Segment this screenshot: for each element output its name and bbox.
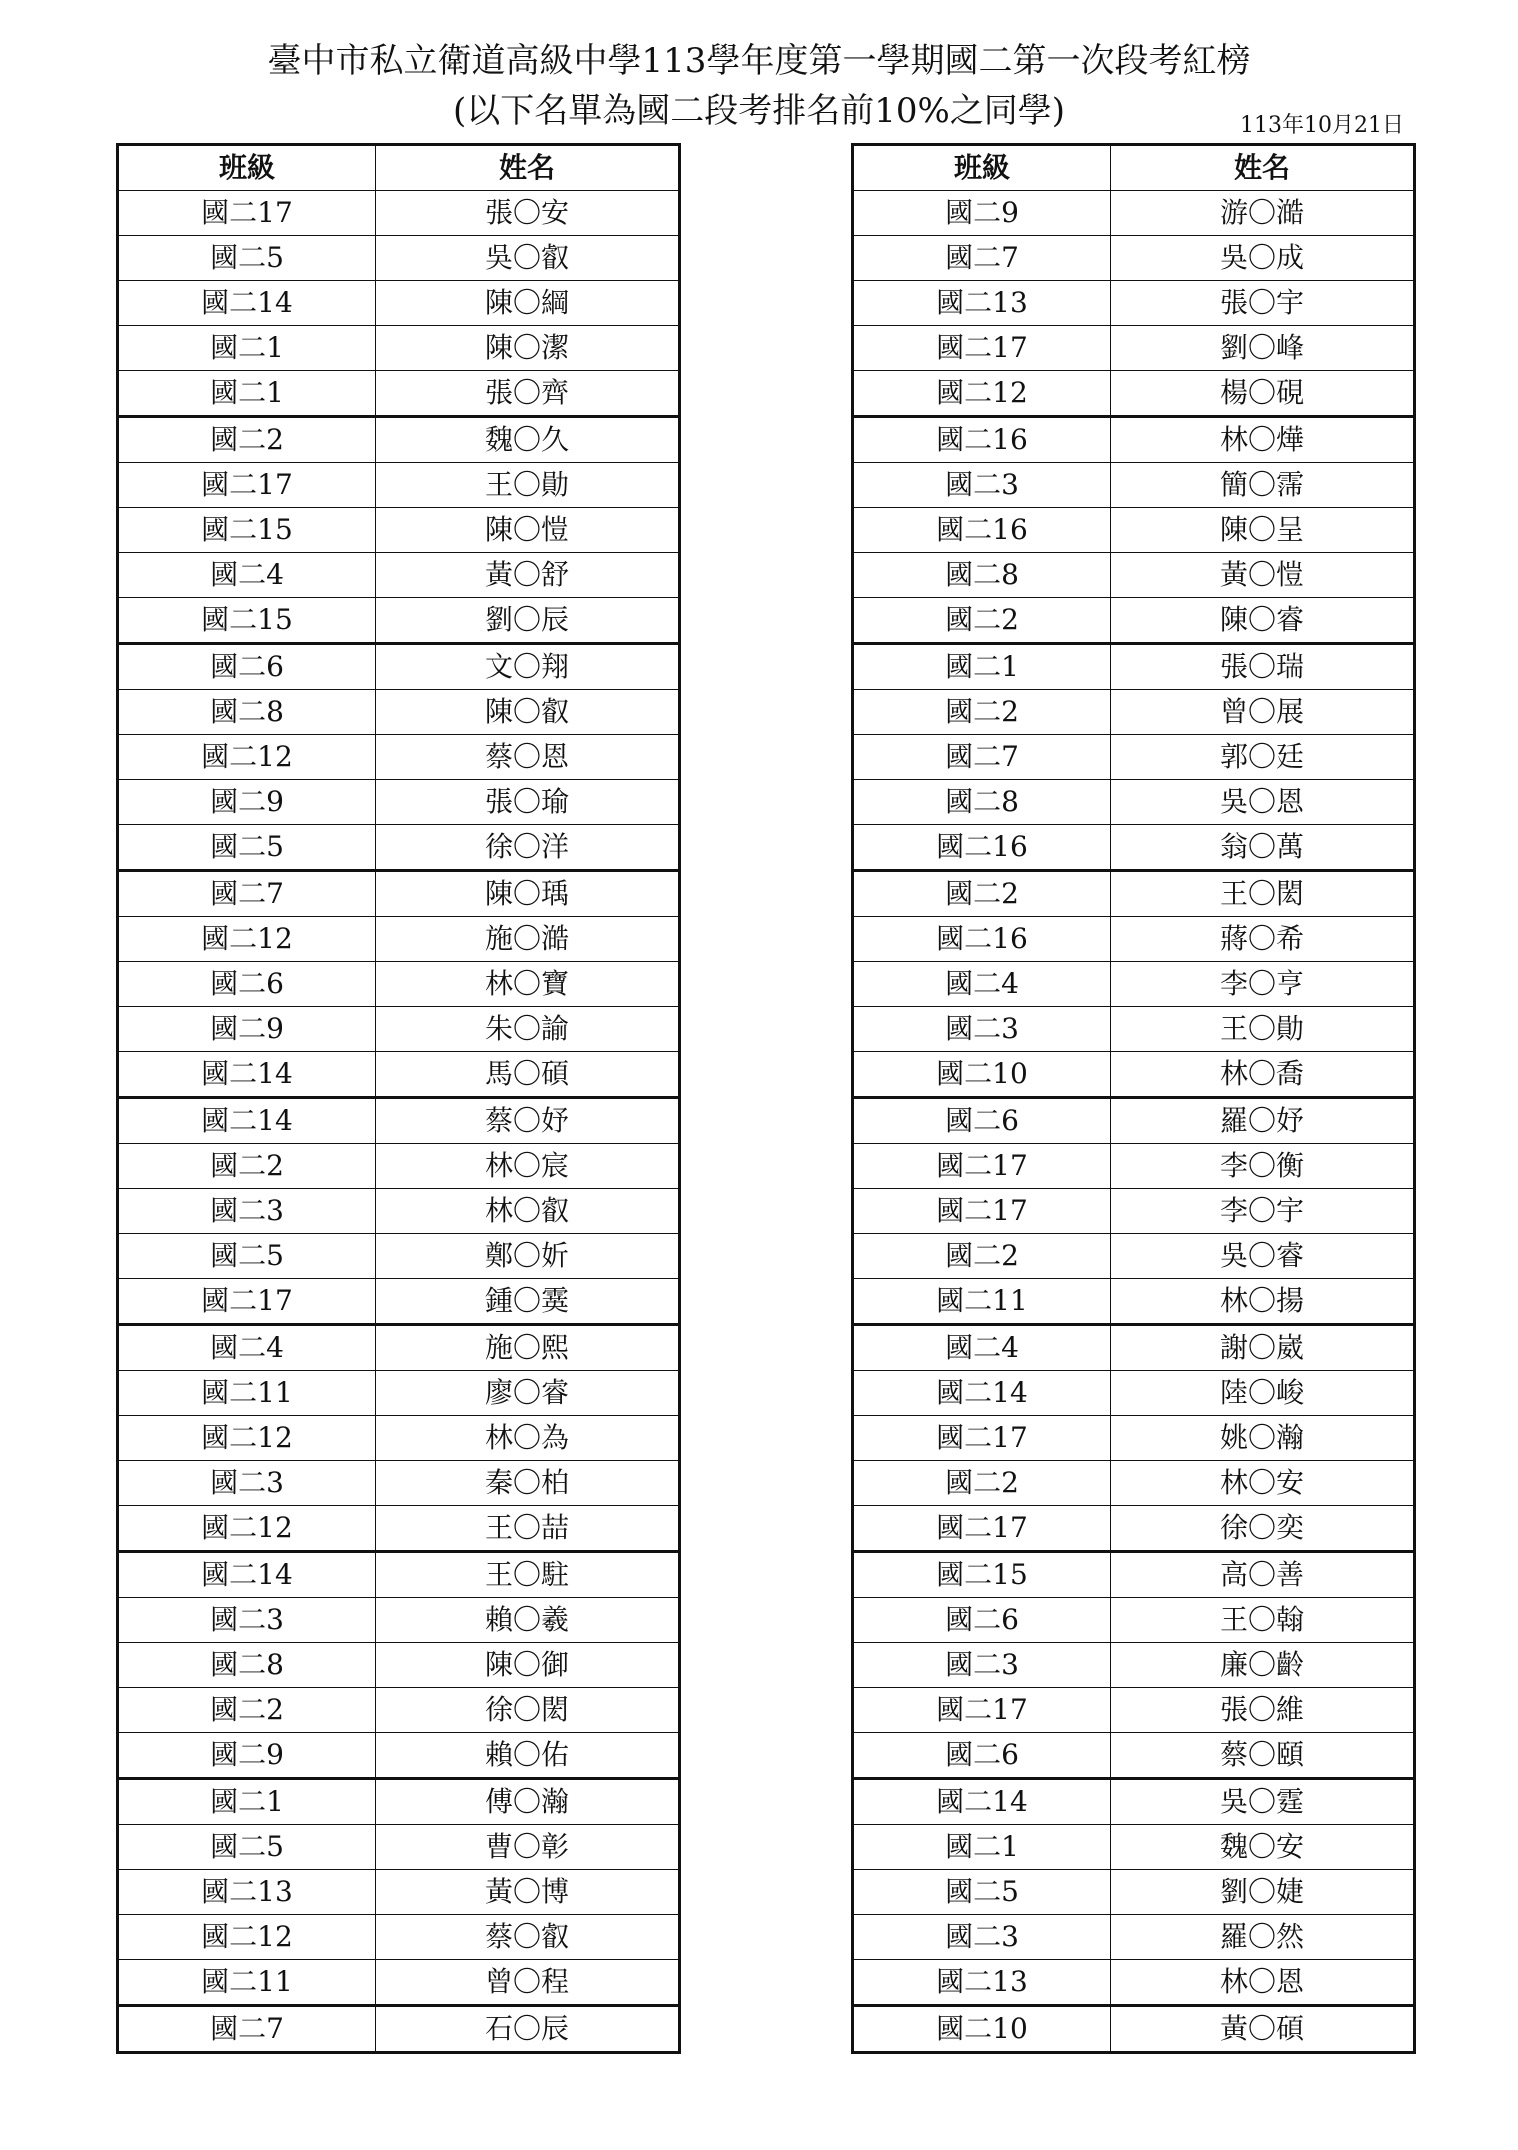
name-cell: 林〇寶: [376, 962, 680, 1007]
table-row: [118, 553, 680, 598]
class-cell: 國二15: [118, 598, 376, 644]
name-cell: 曹〇彰: [376, 1825, 680, 1870]
class-cell: 國二7: [118, 2006, 376, 2053]
class-cell: 國二3: [853, 1915, 1111, 1960]
class-cell: 國二17: [118, 463, 376, 508]
class-cell: 國二8: [118, 690, 376, 735]
class-cell: 國二5: [118, 1234, 376, 1279]
class-cell: 國二2: [118, 417, 376, 463]
class-cell: 國二5: [853, 1870, 1111, 1915]
class-cell: 國二11: [118, 1371, 376, 1416]
name-cell: 王〇勛: [1111, 1007, 1415, 1052]
class-cell: 國二17: [853, 1506, 1111, 1552]
table-row: [853, 1733, 1415, 1779]
name-cell: 劉〇婕: [1111, 1870, 1415, 1915]
name-cell: 陸〇峻: [1111, 1371, 1415, 1416]
table-row: [853, 326, 1415, 371]
class-cell: 國二13: [853, 1960, 1111, 2006]
class-cell: 國二7: [853, 236, 1111, 281]
class-cell: 國二11: [118, 1960, 376, 2006]
name-cell: 陳〇愷: [376, 508, 680, 553]
class-cell: 國二2: [853, 1461, 1111, 1506]
table-row: [118, 1007, 680, 1052]
name-cell: 郭〇廷: [1111, 735, 1415, 780]
class-cell: 國二3: [853, 1643, 1111, 1688]
table-row: [853, 1461, 1415, 1506]
name-cell: 施〇熙: [376, 1325, 680, 1371]
table-row: [118, 1144, 680, 1189]
table-row: [853, 1416, 1415, 1461]
name-cell: 魏〇久: [376, 417, 680, 463]
table-row: [118, 326, 680, 371]
name-cell: 陳〇潔: [376, 326, 680, 371]
name-cell: 施〇澔: [376, 917, 680, 962]
name-cell: 張〇瑞: [1111, 644, 1415, 690]
left-roster-body: [118, 191, 680, 2053]
class-cell: 國二17: [853, 1189, 1111, 1234]
name-cell: 黃〇博: [376, 1870, 680, 1915]
table-row: [853, 1915, 1415, 1960]
class-cell: 國二13: [853, 281, 1111, 326]
class-cell: 國二6: [853, 1098, 1111, 1144]
name-cell: 傅〇瀚: [376, 1779, 680, 1825]
name-cell: 曾〇程: [376, 1960, 680, 2006]
name-cell: 王〇翰: [1111, 1598, 1415, 1643]
table-header-row: [853, 145, 1415, 191]
name-cell: 廖〇睿: [376, 1371, 680, 1416]
table-row: [853, 1098, 1415, 1144]
class-cell: 國二13: [118, 1870, 376, 1915]
table-row: [118, 1506, 680, 1552]
table-row: [118, 508, 680, 553]
table-row: [853, 371, 1415, 417]
table-row: [853, 644, 1415, 690]
class-cell: 國二10: [853, 2006, 1111, 2053]
table-row: [853, 1960, 1415, 2006]
class-cell: 國二4: [853, 1325, 1111, 1371]
name-cell: 吳〇恩: [1111, 780, 1415, 825]
class-cell: 國二8: [853, 780, 1111, 825]
class-cell: 國二14: [853, 1779, 1111, 1825]
class-cell: 國二6: [118, 962, 376, 1007]
name-cell: 石〇辰: [376, 2006, 680, 2053]
table-row: [118, 644, 680, 690]
name-cell: 徐〇奕: [1111, 1506, 1415, 1552]
class-cell: 國二17: [853, 1416, 1111, 1461]
name-cell: 簡〇霈: [1111, 463, 1415, 508]
page-subtitle: (以下名單為國二段考排名前10%之同學): [452, 91, 1066, 131]
class-cell: 國二9: [118, 1007, 376, 1052]
name-cell: 賴〇羲: [376, 1598, 680, 1643]
name-cell: 蔡〇叡: [376, 1915, 680, 1960]
class-cell: 國二1: [118, 371, 376, 417]
name-cell: 李〇宇: [1111, 1189, 1415, 1234]
document-date: 113年10月21日: [1240, 113, 1404, 138]
name-cell: 陳〇瑀: [376, 871, 680, 917]
class-cell: 國二1: [118, 326, 376, 371]
table-row: [853, 191, 1415, 236]
name-cell: 林〇喬: [1111, 1052, 1415, 1098]
class-cell: 國二9: [118, 780, 376, 825]
name-cell: 林〇叡: [376, 1189, 680, 1234]
table-row: [118, 236, 680, 281]
name-column-header: 姓名: [1111, 145, 1415, 191]
table-row: [118, 281, 680, 326]
name-cell: 黃〇愷: [1111, 553, 1415, 598]
table-row: [853, 1643, 1415, 1688]
table-row: [118, 417, 680, 463]
class-cell: 國二17: [853, 1688, 1111, 1733]
name-cell: 林〇宸: [376, 1144, 680, 1189]
name-cell: 吳〇睿: [1111, 1234, 1415, 1279]
name-cell: 黃〇碩: [1111, 2006, 1415, 2053]
table-row: [118, 1052, 680, 1098]
name-cell: 姚〇瀚: [1111, 1416, 1415, 1461]
name-column-header: 姓名: [376, 145, 680, 191]
name-cell: 王〇勛: [376, 463, 680, 508]
name-cell: 馬〇碩: [376, 1052, 680, 1098]
table-row: [118, 1371, 680, 1416]
class-cell: 國二4: [118, 1325, 376, 1371]
table-row: [118, 917, 680, 962]
table-row: [853, 1825, 1415, 1870]
table-row: [118, 1825, 680, 1870]
class-cell: 國二12: [118, 917, 376, 962]
name-cell: 李〇亨: [1111, 962, 1415, 1007]
table-row: [118, 191, 680, 236]
class-cell: 國二15: [118, 508, 376, 553]
name-cell: 劉〇峰: [1111, 326, 1415, 371]
table-row: [853, 1552, 1415, 1598]
name-cell: 林〇為: [376, 1416, 680, 1461]
table-row: [853, 463, 1415, 508]
name-cell: 吳〇成: [1111, 236, 1415, 281]
class-cell: 國二9: [118, 1733, 376, 1779]
name-cell: 高〇善: [1111, 1552, 1415, 1598]
table-row: [853, 598, 1415, 644]
table-row: [853, 2006, 1415, 2053]
table-row: [853, 417, 1415, 463]
table-row: [118, 1733, 680, 1779]
name-cell: 張〇宇: [1111, 281, 1415, 326]
name-cell: 翁〇萬: [1111, 825, 1415, 871]
table-row: [853, 1325, 1415, 1371]
name-cell: 蔣〇希: [1111, 917, 1415, 962]
class-cell: 國二4: [118, 553, 376, 598]
name-cell: 鄭〇妡: [376, 1234, 680, 1279]
name-cell: 王〇喆: [376, 1506, 680, 1552]
class-cell: 國二3: [853, 1007, 1111, 1052]
class-cell: 國二12: [118, 1416, 376, 1461]
table-row: [853, 553, 1415, 598]
table-row: [853, 1598, 1415, 1643]
table-row: [118, 463, 680, 508]
name-cell: 羅〇然: [1111, 1915, 1415, 1960]
name-cell: 黃〇舒: [376, 553, 680, 598]
name-cell: 朱〇諭: [376, 1007, 680, 1052]
table-row: [853, 735, 1415, 780]
table-row: [853, 1189, 1415, 1234]
class-cell: 國二5: [118, 1825, 376, 1870]
table-row: [853, 962, 1415, 1007]
name-cell: 游〇澔: [1111, 191, 1415, 236]
table-row: [853, 1052, 1415, 1098]
table-row: [118, 962, 680, 1007]
table-row: [118, 1915, 680, 1960]
table-row: [118, 780, 680, 825]
name-cell: 蔡〇妤: [376, 1098, 680, 1144]
class-cell: 國二12: [118, 1915, 376, 1960]
name-cell: 陳〇御: [376, 1643, 680, 1688]
table-row: [118, 1234, 680, 1279]
class-cell: 國二17: [118, 1279, 376, 1325]
name-cell: 謝〇崴: [1111, 1325, 1415, 1371]
table-row: [853, 1506, 1415, 1552]
class-cell: 國二4: [853, 962, 1111, 1007]
table-row: [118, 1325, 680, 1371]
class-cell: 國二2: [118, 1688, 376, 1733]
name-cell: 張〇齊: [376, 371, 680, 417]
class-cell: 國二12: [118, 735, 376, 780]
class-cell: 國二3: [118, 1598, 376, 1643]
class-cell: 國二5: [118, 825, 376, 871]
table-row: [853, 1279, 1415, 1325]
name-cell: 吳〇叡: [376, 236, 680, 281]
table-row: [853, 1688, 1415, 1733]
class-cell: 國二2: [853, 871, 1111, 917]
class-cell: 國二12: [853, 371, 1111, 417]
class-cell: 國二6: [853, 1733, 1111, 1779]
table-row: [853, 1371, 1415, 1416]
class-cell: 國二14: [853, 1371, 1111, 1416]
table-row: [118, 1098, 680, 1144]
name-cell: 徐〇閎: [376, 1688, 680, 1733]
table-row: [118, 1779, 680, 1825]
table-row: [853, 1779, 1415, 1825]
class-cell: 國二2: [853, 1234, 1111, 1279]
class-cell: 國二17: [853, 1144, 1111, 1189]
class-cell: 國二2: [853, 598, 1111, 644]
name-cell: 陳〇呈: [1111, 508, 1415, 553]
name-cell: 林〇恩: [1111, 1960, 1415, 2006]
table-row: [118, 1461, 680, 1506]
name-cell: 文〇翔: [376, 644, 680, 690]
class-cell: 國二7: [853, 735, 1111, 780]
table-row: [853, 917, 1415, 962]
table-row: [118, 1688, 680, 1733]
table-row: [118, 371, 680, 417]
table-row: [853, 1234, 1415, 1279]
class-cell: 國二1: [118, 1779, 376, 1825]
name-cell: 林〇安: [1111, 1461, 1415, 1506]
class-cell: 國二8: [853, 553, 1111, 598]
name-cell: 張〇安: [376, 191, 680, 236]
name-cell: 蔡〇恩: [376, 735, 680, 780]
class-cell: 國二3: [118, 1189, 376, 1234]
table-row: [118, 1643, 680, 1688]
class-column-header: 班級: [853, 145, 1111, 191]
table-row: [118, 825, 680, 871]
name-cell: 曾〇展: [1111, 690, 1415, 735]
class-cell: 國二12: [118, 1506, 376, 1552]
table-row: [118, 871, 680, 917]
name-cell: 廉〇齡: [1111, 1643, 1415, 1688]
table-row: [853, 508, 1415, 553]
class-cell: 國二9: [853, 191, 1111, 236]
page-title: 臺中市私立衛道高級中學113學年度第一學期國二第一次段考紅榜: [267, 41, 1251, 81]
name-cell: 蔡〇頤: [1111, 1733, 1415, 1779]
name-cell: 魏〇安: [1111, 1825, 1415, 1870]
class-cell: 國二3: [853, 463, 1111, 508]
table-row: [118, 1552, 680, 1598]
table-row: [118, 1416, 680, 1461]
name-cell: 羅〇妤: [1111, 1098, 1415, 1144]
name-cell: 林〇燁: [1111, 417, 1415, 463]
name-cell: 陳〇叡: [376, 690, 680, 735]
class-cell: 國二2: [853, 690, 1111, 735]
class-cell: 國二16: [853, 508, 1111, 553]
class-cell: 國二10: [853, 1052, 1111, 1098]
class-cell: 國二7: [118, 871, 376, 917]
name-cell: 賴〇佑: [376, 1733, 680, 1779]
table-row: [118, 1189, 680, 1234]
name-cell: 陳〇綱: [376, 281, 680, 326]
table-row: [853, 1144, 1415, 1189]
class-cell: 國二14: [118, 1052, 376, 1098]
name-cell: 楊〇硯: [1111, 371, 1415, 417]
table-row: [118, 1960, 680, 2006]
class-cell: 國二14: [118, 1098, 376, 1144]
class-cell: 國二16: [853, 417, 1111, 463]
name-cell: 鍾〇霙: [376, 1279, 680, 1325]
table-row: [853, 690, 1415, 735]
right-roster-table: [851, 143, 1416, 2054]
class-cell: 國二11: [853, 1279, 1111, 1325]
name-cell: 王〇駐: [376, 1552, 680, 1598]
class-cell: 國二1: [853, 1825, 1111, 1870]
name-cell: 林〇揚: [1111, 1279, 1415, 1325]
table-row: [853, 281, 1415, 326]
class-cell: 國二6: [853, 1598, 1111, 1643]
class-cell: 國二17: [118, 191, 376, 236]
name-cell: 王〇閎: [1111, 871, 1415, 917]
class-cell: 國二2: [118, 1144, 376, 1189]
name-cell: 劉〇辰: [376, 598, 680, 644]
name-cell: 李〇衡: [1111, 1144, 1415, 1189]
class-cell: 國二16: [853, 825, 1111, 871]
table-row: [853, 871, 1415, 917]
class-cell: 國二16: [853, 917, 1111, 962]
left-roster-table: [116, 143, 681, 2054]
table-row: [118, 690, 680, 735]
table-row: [118, 1279, 680, 1325]
table-row: [853, 780, 1415, 825]
class-cell: 國二14: [118, 281, 376, 326]
class-cell: 國二14: [118, 1552, 376, 1598]
table-row: [118, 735, 680, 780]
class-column-header: 班級: [118, 145, 376, 191]
name-cell: 吳〇霆: [1111, 1779, 1415, 1825]
name-cell: 張〇瑜: [376, 780, 680, 825]
class-cell: 國二17: [853, 326, 1111, 371]
name-cell: 陳〇睿: [1111, 598, 1415, 644]
class-cell: 國二15: [853, 1552, 1111, 1598]
name-cell: 秦〇柏: [376, 1461, 680, 1506]
name-cell: 張〇維: [1111, 1688, 1415, 1733]
class-cell: 國二1: [853, 644, 1111, 690]
table-row: [118, 598, 680, 644]
class-cell: 國二5: [118, 236, 376, 281]
table-row: [118, 1598, 680, 1643]
table-row: [118, 2006, 680, 2053]
class-cell: 國二8: [118, 1643, 376, 1688]
table-row: [853, 236, 1415, 281]
class-cell: 國二6: [118, 644, 376, 690]
table-header-row: [118, 145, 680, 191]
name-cell: 徐〇洋: [376, 825, 680, 871]
table-row: [853, 825, 1415, 871]
table-row: [853, 1870, 1415, 1915]
class-cell: 國二3: [118, 1461, 376, 1506]
right-roster-body: [853, 191, 1415, 2053]
table-row: [118, 1870, 680, 1915]
table-row: [853, 1007, 1415, 1052]
